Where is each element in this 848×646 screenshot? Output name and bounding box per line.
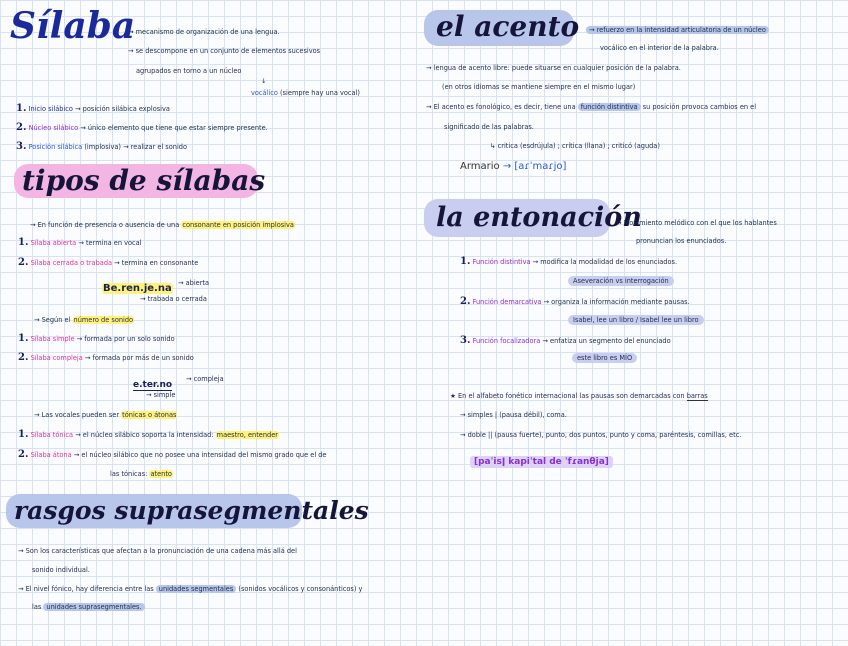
silaba-def-3: agrupados en torno a un núcleo: [136, 67, 242, 75]
rasgos-line-2: sonido individual.: [32, 566, 90, 574]
rasgos-line-4-text: las: [32, 603, 42, 611]
tipos-item2-2: [18, 353, 194, 363]
tipos-item-desc: → el núcleo silábico soporta la intensidad:: [75, 431, 214, 439]
entonacion-item-1-example: [568, 277, 674, 286]
entonacion-item-desc: → enfatiza un segmento del enunciado: [542, 337, 671, 345]
entonacion-note-3: → doble || (pausa fuerte), punto, dos puntos, punto y coma, paréntesis, comillas, etc.: [460, 431, 742, 439]
tipos-title: tipos de sílabas: [22, 164, 266, 197]
entonacion-item-3: [460, 336, 671, 346]
tipos-example-1-label-1: → abierta: [178, 279, 210, 287]
rasgos-line-4-highlight: unidades suprasegmentales.: [43, 603, 144, 611]
silaba-item-number: 1.: [16, 103, 27, 114]
acento-line-4: significado de las palabras.: [444, 123, 534, 131]
acento-def-2: vocálico en el interior de la palabra.: [600, 44, 719, 52]
rasgos-line-3-rest: (sonidos vocálicos y consonánticos) y: [238, 585, 363, 593]
tipos-item-desc: → formada por un solo sonido: [76, 335, 175, 343]
silaba-item-desc: → único elemento que tiene que estar siempre presente.: [80, 124, 268, 132]
entonacion-def-1: → Movimiento melódico con el que los hablantes: [616, 219, 777, 227]
tipos-item-desc: → termina en consonante: [114, 259, 199, 267]
entonacion-item-example: este libro es MÍO: [572, 353, 637, 363]
entonacion-item-term: Función demarcativa: [472, 298, 542, 306]
tipos-intro-text: → En función de presencia o ausencia de una: [30, 221, 180, 229]
acento-line-2: (en otros idiomas se mantiene siempre en el mismo lugar): [442, 83, 636, 91]
tipos-item1-2: [18, 258, 198, 268]
acento-line-3-text: → El acento es fonológico, es decir, tiene una: [426, 103, 576, 111]
tipos-item-term: Sílaba compleja: [30, 354, 83, 362]
entonacion-note-1-text: ★ En el alfabeto fonético internacional las pausas son demarcadas con: [450, 392, 685, 400]
acento-line-5: ↳ critica (esdrújula) ; crítica (llana) ; criticó (aguda): [490, 142, 660, 150]
tipos-item-number: 1.: [18, 333, 29, 344]
entonacion-item-example: Isabel, lee un libro / Isabel lee un libro: [568, 315, 704, 325]
tipos-item3-2: [18, 450, 327, 460]
entonacion-item-desc: → modifica la modalidad de los enunciados.: [532, 258, 678, 266]
tipos-intro-highlight: consonante en posición implosiva: [182, 221, 294, 229]
tipos-item-example: atento: [150, 470, 172, 478]
rasgos-line-3-highlight: unidades segmentales: [156, 585, 236, 593]
tipos-item-number: 2.: [18, 257, 29, 268]
acento-title: el acento: [436, 10, 580, 43]
entonacion-item-3-example: [572, 354, 637, 363]
silaba-def-4-rest: (siempre hay una vocal): [280, 89, 360, 97]
tipos-intro-3: [34, 411, 177, 420]
tipos-example-1-word: Be.ren.je.na: [103, 283, 172, 294]
tipos-item-term: Sílaba cerrada o trabada: [30, 259, 113, 267]
tipos-example-2-word: e.ter.no: [133, 380, 173, 390]
tipos-example-2: [133, 372, 172, 391]
acento-example: [460, 160, 566, 174]
tipos-example-1-label-2: → trabada o cerrada: [140, 295, 207, 303]
silaba-item-term: Inicio silábico: [28, 105, 73, 113]
tipos-item-term: Sílaba abierta: [30, 239, 77, 247]
entonacion-item-term: Función focalizadora: [472, 337, 541, 345]
tipos-item-term: Sílaba tónica: [30, 431, 74, 439]
acento-line-3: [426, 103, 756, 112]
acento-example-ipa: → [aɾˈmaɾjo]: [502, 161, 567, 172]
entonacion-item-desc: → organiza la información mediante pausas.: [543, 298, 690, 306]
tipos-intro-3-text: → Las vocales pueden ser: [34, 411, 120, 419]
entonacion-note-2: → simples | (pausa débil), coma.: [460, 411, 567, 419]
entonacion-item-2-example: [568, 316, 704, 325]
tipos-item-number: 1.: [18, 429, 29, 440]
entonacion-ipa-text: [paˈisǀ kapiˈtal de ˈfɾanθja]: [470, 456, 613, 468]
acento-def-1: [586, 26, 769, 35]
silaba-item-term: Posición silábica: [28, 143, 83, 151]
silaba-item-1: [16, 104, 170, 114]
tipos-intro-2-highlight: número de sonido: [73, 316, 134, 324]
tipos-item-number: 2.: [18, 449, 29, 460]
acento-def-1-text: → refuerzo en la intensidad articulatoria de un núcleo: [586, 26, 769, 34]
tipos-item-term: Sílaba átona: [30, 451, 72, 459]
acento-line-3-rest: su posición provoca cambios en el: [642, 103, 757, 111]
rasgos-line-3: [18, 585, 362, 594]
acento-line-3-highlight: función distintiva: [578, 103, 641, 111]
entonacion-item-1: [460, 257, 677, 267]
silaba-def-4: [251, 89, 360, 98]
tipos-item-desc: → el núcleo silábico que no posee una intensidad del mismo grado que el de: [73, 451, 327, 459]
silaba-item-2: [16, 123, 268, 133]
silaba-item-number: 2.: [16, 122, 27, 133]
tipos-item-desc: las tónicas:: [110, 470, 148, 478]
tipos-item-number: 2.: [18, 352, 29, 363]
tipos-item-desc: → termina en vocal: [78, 239, 142, 247]
tipos-example-1: [102, 276, 173, 295]
entonacion-note-1-underlined: barras: [686, 392, 708, 400]
acento-line-1: → lengua de acento libre: puede situarse en cualquier posición de la palabra.: [426, 64, 681, 72]
tipos-intro: [30, 221, 295, 230]
rasgos-title: rasgos suprasegmentales: [14, 496, 369, 525]
tipos-item2-1: [18, 334, 175, 344]
entonacion-item-example: Aseveración vs interrogación: [568, 276, 674, 286]
tipos-item-desc: → formada por más de un sonido: [84, 354, 194, 362]
rasgos-line-1: → Son los características que afectan a la pronunciación de una cadena más allá del: [18, 547, 297, 555]
silaba-item-number: 3.: [16, 141, 27, 152]
tipos-item1-1: [18, 238, 142, 248]
silaba-item-desc: → posición silábica explosiva: [75, 105, 170, 113]
tipos-intro-2: [34, 316, 134, 325]
tipos-item3-2-cont: [110, 470, 173, 479]
rasgos-line-4: [32, 603, 145, 612]
tipos-item-example: maestro, entender: [216, 431, 278, 439]
tipos-item-number: 1.: [18, 237, 29, 248]
acento-example-word: Armario: [460, 161, 500, 172]
tipos-intro-2-text: → Según el: [34, 316, 71, 324]
tipos-item3-1: [18, 430, 279, 440]
entonacion-title: la entonación: [436, 202, 642, 233]
silaba-def-arrow: ↓: [261, 77, 267, 85]
silaba-item-term: Núcleo silábico: [28, 124, 79, 132]
tipos-example-2-label-2: → simple: [146, 391, 176, 399]
silaba-title: Sílaba: [10, 5, 136, 47]
entonacion-item-number: 2.: [460, 296, 471, 307]
tipos-item-term: Sílaba simple: [30, 335, 75, 343]
silaba-item-3: [16, 142, 187, 152]
entonacion-note-1: [450, 392, 708, 401]
entonacion-item-2: [460, 297, 690, 307]
entonacion-item-number: 3.: [460, 335, 471, 346]
entonacion-ipa: [470, 449, 613, 468]
silaba-def-1: → mecanismo de organización de una lengua.: [128, 28, 280, 36]
rasgos-line-3-text: → El nivel fónico, hay diferencia entre las: [18, 585, 154, 593]
tipos-intro-3-highlight: tónicas o átonas: [122, 411, 177, 419]
entonacion-item-term: Función distintiva: [472, 258, 531, 266]
entonacion-item-number: 1.: [460, 256, 471, 267]
silaba-item-desc: (implosiva) → realizar el sonido: [84, 143, 188, 151]
tipos-example-2-label-1: → compleja: [186, 375, 224, 383]
silaba-def-2: → se descompone en un conjunto de elementos sucesivos: [128, 47, 321, 55]
silaba-def-4-word: vocálico: [251, 89, 278, 97]
entonacion-def-2: pronuncian los enunciados.: [636, 237, 727, 245]
